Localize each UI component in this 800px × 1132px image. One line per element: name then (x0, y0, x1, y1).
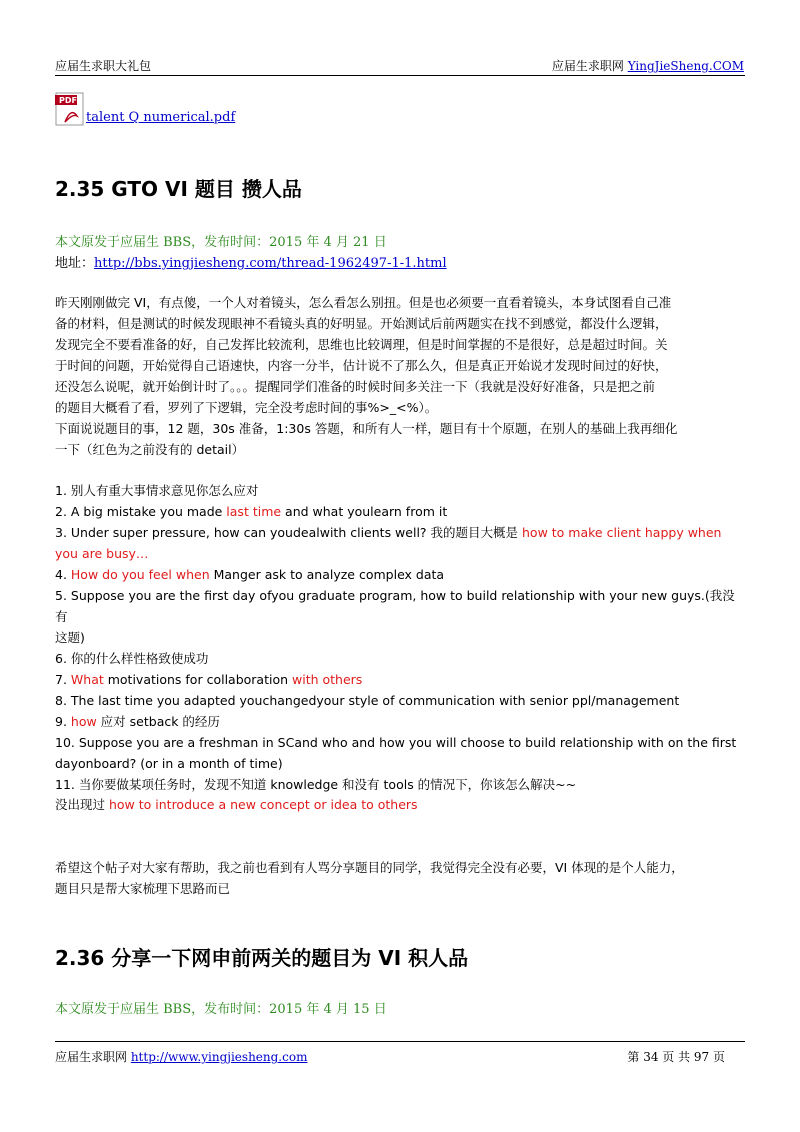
running-header-right (552, 58, 744, 74)
list-item: 这题) (55, 630, 85, 645)
footer-divider (55, 1041, 745, 1042)
closing-paragraph (55, 857, 745, 899)
post-meta: 本文原发于应届生 BBS，发布时间：2015 年 4 月 21 日 (55, 235, 387, 250)
missing-question-note: 没出现过 how to introduce a new concept or idea to others (55, 797, 418, 812)
text-line: 备的材料，但是测试的时候发现眼神不看镜头真的好明显。开始测试后前两题实在找不到感觉，都没什么逻辑， (55, 316, 668, 331)
list-item: you are busy… (55, 546, 149, 561)
list-item: 3. Under super pressure, how can youdealwith clients well? 我的题目大概是 how to make client happy when (55, 525, 722, 540)
header-site-link[interactable]: YingJieSheng.COM (627, 59, 744, 73)
address-link[interactable]: http://bbs.yingjiesheng.com/thread-1962497-1-1.html (94, 256, 447, 271)
header-divider (55, 75, 745, 76)
text-line: 还没怎么说呢，就开始倒计时了。。。提醒同学们准备的时候时间多关注一下（我就是没好好准备，只是把之前 (55, 379, 656, 394)
list-item: 8. The last time you adapted youchangedyour style of communication with senior ppl/management (55, 693, 680, 708)
address-label: 地址： (55, 256, 95, 271)
page-number: 第 34 页 共 97 页 (627, 1050, 725, 1064)
svg-text:PDF: PDF (59, 96, 77, 105)
text-line: 希望这个帖子对大家有帮助，我之前也看到有人骂分享题目的同学，我觉得完全没有必要，VI 体现的是个人能力， (55, 860, 684, 875)
list-item: 1. 别人有重大事情求意见你怎么应对 (55, 483, 259, 498)
running-header-left: 应届生求职大礼包 (55, 59, 152, 73)
list-item: 5. Suppose you are the first day ofyou graduate program, how to build relationship with your new guys.(我没有 (55, 588, 735, 624)
text-line: 于时间的问题，开始觉得自己语速快，内容一分半，估计说不了那么久，但是真正开始说才发现时间过的好快， (55, 358, 668, 373)
post-address (55, 252, 447, 271)
section-title: 2.35 GTO VI 题目 攒人品 (55, 177, 302, 201)
list-item: 7. What motivations for collaboration with others (55, 672, 363, 687)
list-item: 11. 当你要做某项任务时，发现不知道 knowledge 和没有 tools 的情况下，你该怎么解决~~ (55, 777, 577, 792)
footer-site-label: 应届生求职网 (55, 1050, 131, 1064)
list-item: 4. How do you feel when Manger ask to analyze complex data (55, 567, 445, 582)
text-line: 题目只是帮大家梳理下思路而已 (55, 881, 231, 896)
text-line: 发现完全不要看准备的好，自己发挥比较流利，思维也比较调理，但是时间掌握的不是很好，总是超过时间。关 (55, 337, 668, 352)
list-item: dayonboard? (or in a month of time) (55, 756, 283, 771)
post-meta-next: 本文原发于应届生 BBS，发布时间：2015 年 4 月 15 日 (55, 1002, 387, 1017)
list-item: 6. 你的什么样性格致使成功 (55, 651, 209, 666)
list-item: 2. A big mistake you made last time and what youlearn from it (55, 504, 448, 519)
list-item: 10. Suppose you are a freshman in SCand who and how you will choose to build relationship with on the first (55, 735, 737, 750)
pdf-attachment-link[interactable]: talent Q numerical.pdf (86, 110, 236, 125)
footer-left (55, 1049, 307, 1065)
header-site-label: 应届生求职网 (551, 59, 628, 73)
footer-site-link[interactable]: http://www.yingjiesheng.com (130, 1050, 308, 1064)
pdf-file-icon (55, 92, 85, 126)
text-line: 一下（红色为之前没有的 detail） (55, 442, 245, 457)
intro-paragraph (55, 292, 745, 460)
list-item: 9. how 应对 setback 的经历 (55, 714, 220, 729)
section-title-next: 2.36 分享一下网申前两关的题目为 VI 积人品 (55, 946, 469, 970)
question-list (55, 480, 745, 795)
text-line: 昨天刚刚做完 VI，有点傻，一个人对着镜头，怎么看怎么别扭。但是也必须要一直看着镜头，本身试图看自己准 (55, 295, 672, 310)
text-line: 下面说说题目的事，12 题，30s 准备，1:30s 答题，和所有人一样，题目有十个原题，在别人的基础上我再细化 (55, 421, 678, 436)
text-line: 的题目大概看了看，罗列了下逻辑，完全没考虑时间的事%>_<%）。 (55, 400, 438, 415)
